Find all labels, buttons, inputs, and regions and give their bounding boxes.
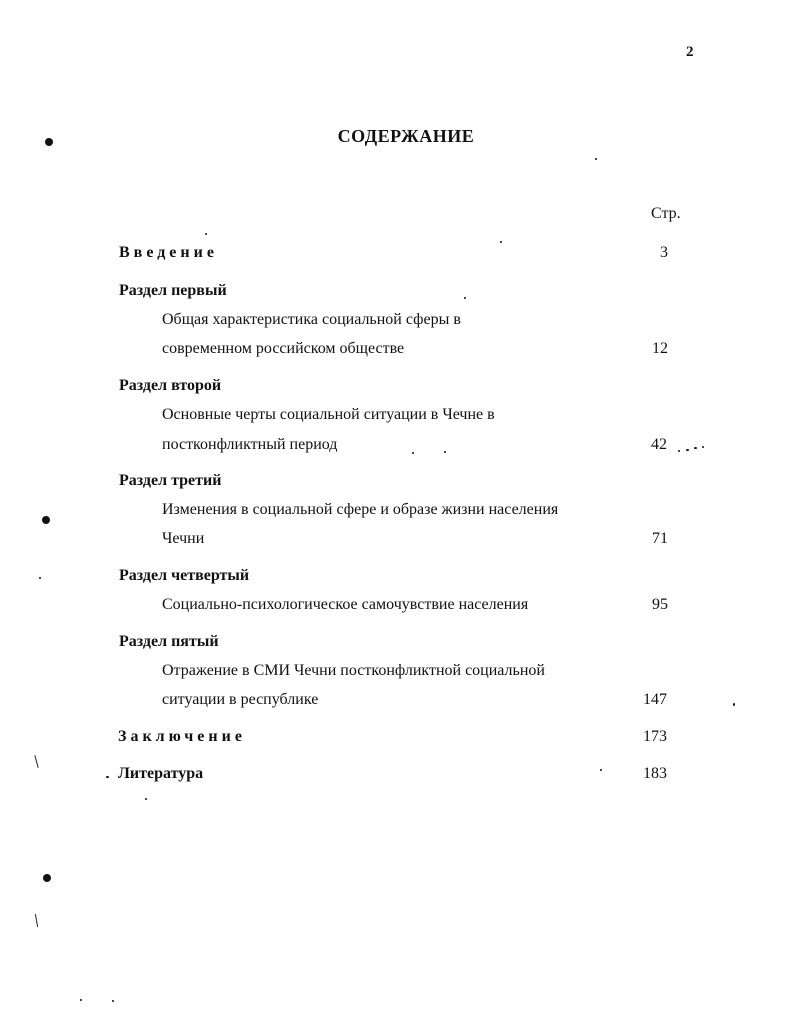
section-4-heading: Раздел четвертый [119,567,250,584]
scan-speck [106,776,109,778]
section-5-line-2: ситуации в республике [162,691,319,708]
intro-title: Введение [119,244,218,261]
section-5-heading: Раздел пятый [119,633,219,650]
scan-speck [42,516,50,524]
page-number: 2 [686,44,694,60]
scan-speck [412,452,414,454]
intro-page: 3 [660,244,668,261]
page-title: СОДЕРЖАНИЕ [337,126,475,146]
section-1-line-2: современном российском обществе [162,340,405,357]
scan-speck [500,241,502,243]
conclusion-page: 173 [643,728,667,745]
section-3-line-1: Изменения в социальной сфере и образе жизни населения [162,501,559,518]
scan-speck [80,999,82,1001]
section-2-page: 42 [651,436,667,453]
section-4-line-1: Социально-психологическое самочувствие населения [162,596,529,613]
scan-speck [39,577,41,579]
section-1-line-1: Общая характеристика социальной сферы в [162,311,461,328]
section-5-line-1: Отражение в СМИ Чечни постконфликтной социальной [162,662,545,679]
scan-speck [45,138,53,146]
scan-speck [595,158,597,160]
scan-speck [678,450,680,452]
section-1-page: 12 [652,340,668,357]
scan-speck [702,446,704,448]
scan-speck [205,233,207,235]
section-2-line-1: Основные черты социальной ситуации в Чечне в [162,406,495,423]
section-2-line-2: постконфликтный период [162,436,338,453]
section-3-page: 71 [652,530,668,547]
section-3-heading: Раздел третий [119,472,222,489]
literature-page: 183 [643,765,667,782]
section-5-page: 147 [643,691,667,708]
scan-speck [112,1000,114,1002]
scan-speck [444,451,446,453]
section-3-line-2: Чечни [162,530,205,547]
scan-speck [43,874,51,882]
literature-title: Литература [118,765,204,782]
section-1-heading: Раздел первый [119,282,227,299]
conclusion-title: Заключение [118,728,246,745]
scan-speck [464,297,466,299]
scan-speck [694,447,697,449]
page-column-header: Стр. [651,205,681,222]
scan-speck [600,769,602,771]
section-4-page: 95 [652,596,668,613]
scan-speck [145,798,147,800]
scan-speck [686,449,689,451]
scan-speck [733,703,735,706]
section-2-heading: Раздел второй [119,377,222,394]
scan-speck [35,914,38,927]
scan-speck [34,755,38,768]
